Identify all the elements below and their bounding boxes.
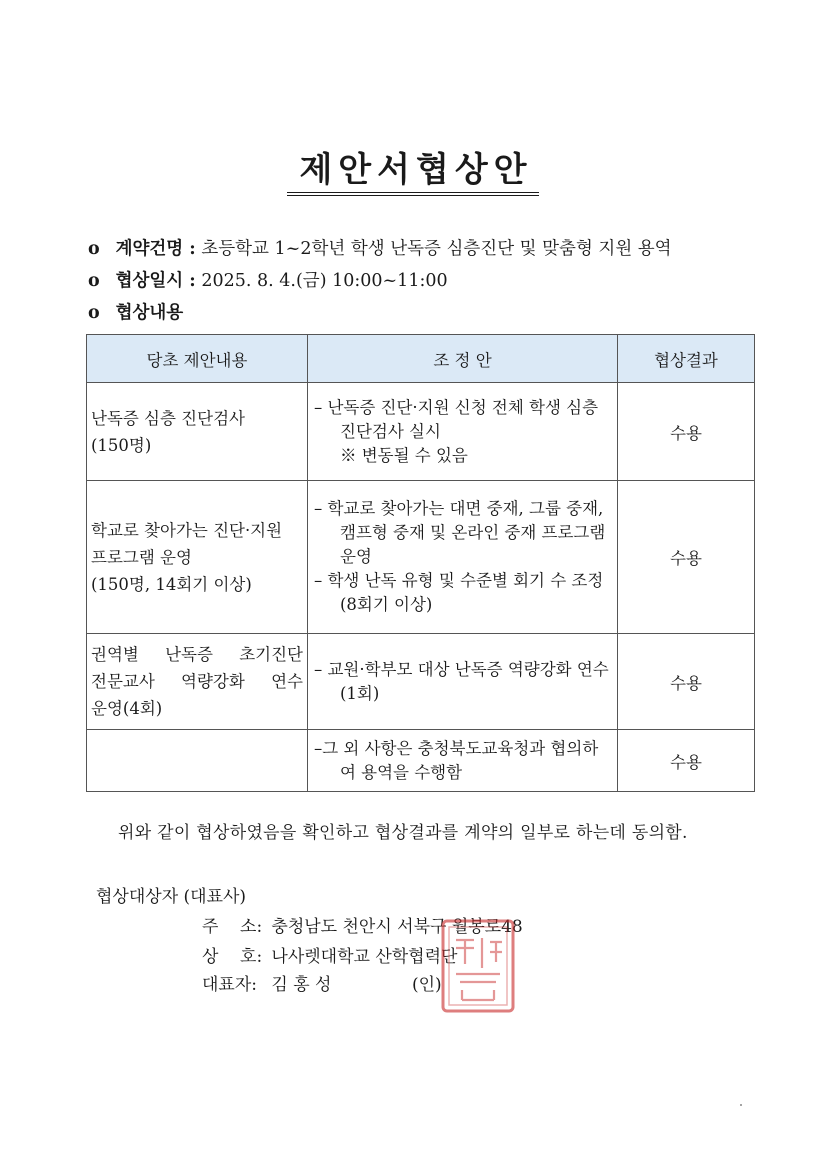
row4-result: 수용: [618, 730, 755, 792]
table-row: [87, 481, 755, 634]
document-title-wrap: [0, 150, 826, 196]
table-row: [87, 383, 755, 481]
content-label: 협상내용: [115, 303, 184, 323]
table-row: [87, 634, 755, 730]
row1-note: ※ 변동될 수 있음: [340, 445, 468, 465]
row1-adjustment: [308, 383, 618, 481]
row2-result: 수용: [618, 481, 755, 634]
contract-label: 계약건명 :: [115, 239, 196, 259]
content-line: [88, 300, 183, 326]
negotiation-table: [86, 334, 755, 792]
row1-result: 수용: [618, 383, 755, 481]
seal-mark: (인): [412, 975, 442, 995]
scan-speck: [740, 1104, 742, 1106]
bullet-icon: o: [88, 271, 100, 291]
row3-original-line: 운영(4회): [91, 699, 163, 718]
row1-original: [87, 383, 308, 481]
confirmation-text: 위와 같이 협상하였음을 확인하고 협상결과를 계약의 일부로 하는데 동의함.: [118, 823, 688, 843]
party-name-row: [202, 942, 457, 967]
row3-adjustment-item: – 교원·학부모 대상 난독증 역량강화 연수(1회): [314, 659, 609, 703]
name-label: 상 호:: [202, 947, 263, 967]
row4-adjustment-item: –그 외 사항은 충청북도교육청과 협의하여 용역을 수행함: [314, 738, 599, 782]
bullet-icon: o: [88, 239, 100, 259]
document-title: 제안서협상안: [287, 150, 538, 196]
bullet-icon: o: [88, 303, 100, 323]
row3-adjustment: [308, 634, 618, 730]
header-original: 당초 제안내용: [87, 335, 308, 383]
date-line: [88, 268, 448, 294]
contract-value: 초등학교 1~2학년 학생 난독증 심층진단 및 맞춤형 지원 용역: [201, 239, 672, 259]
party-heading: 협상대상자 (대표사): [96, 887, 247, 907]
official-seal-stamp: [440, 918, 516, 1014]
row3-original-line: 전문교사 역량강화 연수: [91, 672, 303, 691]
table-row: [87, 730, 755, 792]
row2-adjustment-item: – 학생 난독 유형 및 수준별 회기 수 조정(8회기 이상): [314, 571, 604, 614]
rep-label: 대표자:: [202, 975, 257, 995]
row2-original-line: (150명, 14회기 이상): [91, 574, 252, 594]
row3-original: [87, 634, 308, 730]
party-rep-row: [202, 970, 331, 995]
row2-original: [87, 481, 308, 634]
row1-original-line: (150명): [91, 435, 152, 455]
table-header-row: [87, 335, 755, 383]
row3-original-line: 권역별 난독증 초기진단: [91, 645, 303, 664]
name-value: 나사렛대학교 산학협력단: [271, 947, 458, 967]
row2-original-line: 학교로 찾아가는 진단·지원: [91, 520, 283, 540]
rep-value: 김 홍 성: [271, 975, 332, 995]
header-adjustment: 조 정 안: [308, 335, 618, 383]
row2-adjustment-item: – 학교로 찾아가는 대면 중재, 그룹 중재, 캠프형 중재 및 온라인 중재 프로그램 운영: [314, 499, 606, 566]
contract-line: [88, 236, 672, 262]
row1-adjustment-item: – 난독증 진단·지원 신청 전체 학생 심층 진단검사 실시: [314, 397, 599, 441]
row1-original-line: 난독증 심층 진단검사: [91, 408, 245, 428]
row3-result: 수용: [618, 634, 755, 730]
row4-adjustment: [308, 730, 618, 792]
row4-original: [87, 730, 308, 792]
row2-original-line: 프로그램 운영: [91, 547, 192, 567]
address-value: 충청남도 천안시 서북구 월봉로48: [271, 917, 523, 937]
address-label: 주 소:: [202, 917, 263, 937]
date-value: 2025. 8. 4.(금) 10:00~11:00: [201, 271, 448, 291]
row2-adjustment: [308, 481, 618, 634]
date-label: 협상일시 :: [115, 271, 196, 291]
header-result: 협상결과: [618, 335, 755, 383]
